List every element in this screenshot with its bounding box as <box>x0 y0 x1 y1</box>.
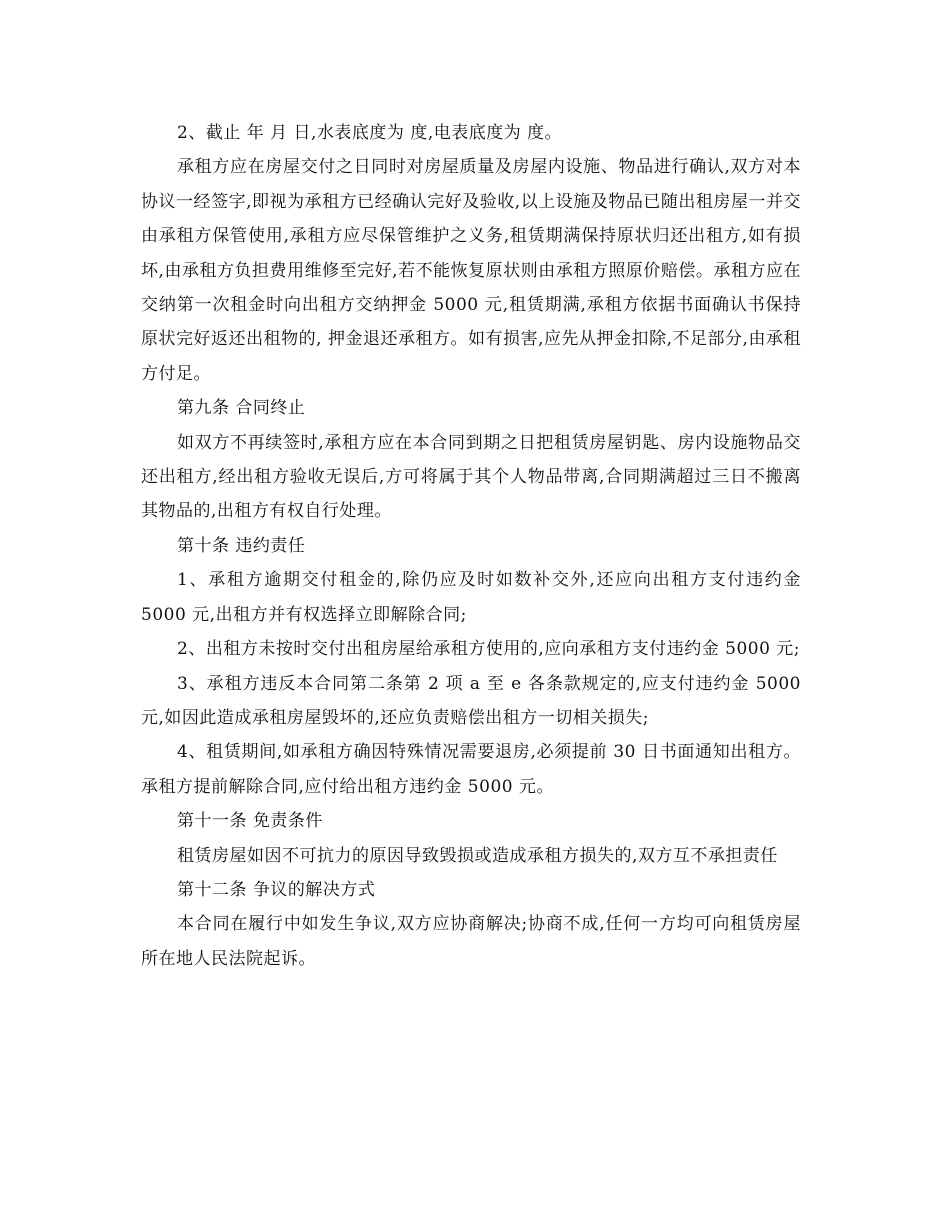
section-heading-9: 第九条 合同终止 <box>177 398 306 419</box>
document-body <box>141 116 801 976</box>
clause-dispute-resolution: 本合同在履行中如发生争议,双方应协商解决;协商不成,任何一方均可向租赁房屋所在地人民法院起诉。 <box>141 914 801 969</box>
section-heading-12: 第十二条 争议的解决方式 <box>177 879 376 900</box>
clause-force-majeure: 租赁房屋如因不可抗力的原因导致毁损或造成承租方损失的,双方互不承担责任 <box>177 845 778 866</box>
clause-termination: 如双方不再续签时,承租方应在本合同到期之日把租赁房屋钥匙、房内设施物品交还出租方,经出租方验收无误后,方可将属于其个人物品带离,合同期满超过三日不搬离其物品的,出租方有权自行处理。 <box>141 432 801 522</box>
clause-breach-3: 3、承租方违反本合同第二条第 2 项 a 至 e 各条款规定的,应支付违约金 5000 元,如因此造成承租房屋毁坏的,还应负责赔偿出租方一切相关损失; <box>141 673 801 728</box>
section-heading-10: 第十条 违约责任 <box>177 535 306 556</box>
section-heading-11: 第十一条 免责条件 <box>177 811 323 832</box>
clause-breach-1: 1、承租方逾期交付租金的,除仍应及时如数补交外,还应向出租方支付违约金 5000 元,出租方并有权选择立即解除合同; <box>141 570 801 625</box>
clause-meter-readings: 2、截止 年 月 日,水表底度为 度,电表底度为 度。 <box>177 123 563 143</box>
clause-handover-deposit: 承租方应在房屋交付之日同时对房屋质量及房屋内设施、物品进行确认,双方对本协议一经签字,即视为承租方已经确认完好及验收,以上设施及物品已随出租房屋一并交由承租方保管使用,承租方应尽保管维护之义务,租赁期满保持原状归还出租方,如有损坏,由承租方负担费用维修至完好,若不能恢复原状则由承租方照原价赔偿。承租方应在交纳第一次租金时向出租方交纳押金 5000 元,租赁期满,承租方依据书面确认书保持原状完好返还出租物的, 押金退还承租方。如有损害,应先从押金扣除,不足部分,由承租方付足。 <box>141 157 801 384</box>
clause-breach-4: 4、租赁期间,如承租方确因特殊情况需要退房,必须提前 30 日书面通知出租方。承租方提前解除合同,应付给出租方违约金 5000 元。 <box>141 742 801 797</box>
clause-breach-2: 2、出租方未按时交付出租房屋给承租方使用的,应向承租方支付违约金 5000 元; <box>177 639 801 660</box>
